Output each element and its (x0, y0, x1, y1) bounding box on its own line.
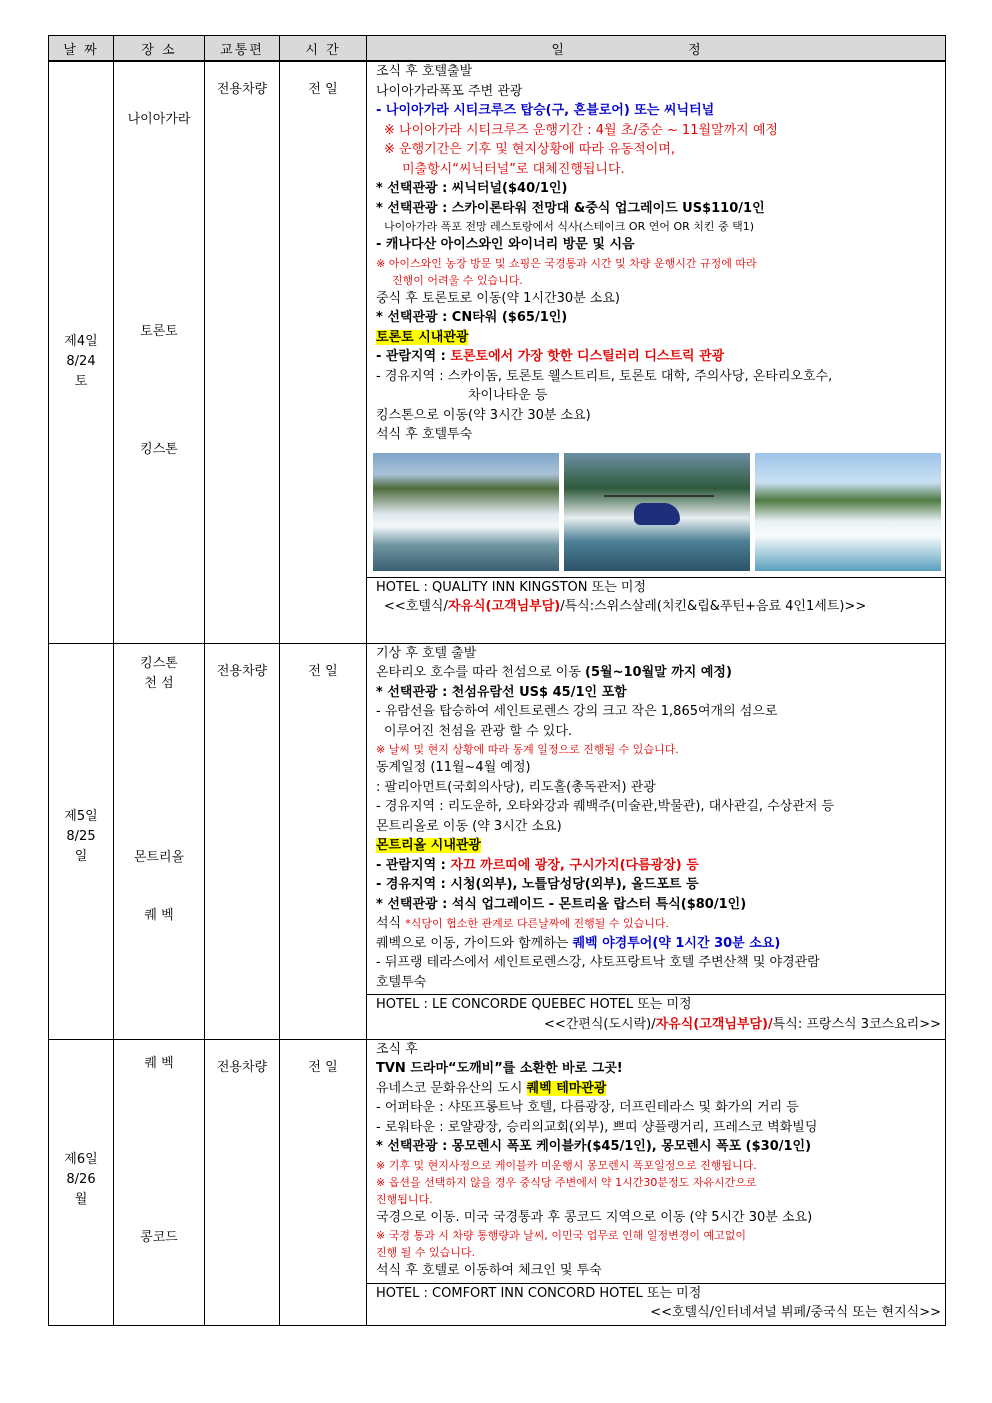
place-name: 천 섬 (144, 675, 174, 691)
schedule-cell (367, 643, 946, 1039)
hotel-name: HOTEL : QUALITY INN KINGSTON 또는 미정 (376, 579, 647, 595)
place-name: 나이아가라 (127, 112, 191, 127)
place-name: 킹스톤 (140, 442, 178, 457)
place-name: 몬트리올 (133, 849, 185, 865)
schedule-line: 킹스톤으로 이동(약 3시간 30분 소요) (376, 407, 591, 423)
schedule-line: - 캐나다산 아이스와인 와이너리 방문 및 시음 (376, 237, 635, 252)
section-title: 토론토 시내관광 (376, 329, 469, 345)
notice-line: ※ 운행기간은 기후 및 현지상황에 따라 유동적이며, (384, 142, 675, 157)
header-row (49, 36, 946, 62)
header-time: 시 간 (280, 36, 367, 62)
schedule-line: - 경유지역 : 스카이돔, 토론토 웰스트리트, 토론토 대학, 주의사당, 온타리오호수, (376, 368, 833, 384)
place-name: 퀘 벡 (144, 1055, 174, 1071)
option-line: * 선택관광 : CN타워 ($65/1인) (376, 310, 568, 325)
day-number: 제5일 (64, 808, 98, 824)
time-cell: 전 일 (280, 643, 367, 1039)
schedule-line: 호텔투숙 (376, 974, 427, 990)
schedule-line-label: - 관람지역 : (376, 857, 451, 873)
schedule-line: - 경유지역 : 리도운하, 오타와강과 퀘백주(미술관,박물관), 대사관길, 수상관저 등 (376, 799, 835, 814)
schedule-line-highlight: 토론토에서 가장 핫한 디스틸러리 디스트릭 관광 (450, 349, 725, 364)
notice-line: ※ 아이스와인 농장 방문 및 쇼핑은 국경통과 시간 및 차량 운행시간 규정에 따라 (376, 256, 757, 270)
place-name: 퀘 벡 (144, 907, 174, 923)
schedule-line: 동계일정 (11월~4월 예정) (376, 760, 531, 775)
day-number: 제6일 (64, 1151, 98, 1167)
header-date: 날 짜 (49, 36, 114, 62)
schedule-cell (367, 61, 946, 643)
schedule-line: - 나이아가라 시티크루즈 탑승(구, 혼블로어) 또는 씨닉터널 (376, 103, 715, 118)
day-weekday: 일 (74, 848, 88, 864)
schedule-line: 석식 후 호텔로 이동하여 체크인 및 투숙 (376, 1263, 602, 1278)
option-line: * 선택관광 : 몽모렌시 폭포 케이블카($45/1인), 몽모렌시 폭포 ($30/1인) (376, 1139, 812, 1154)
header-place: 장 소 (114, 36, 205, 62)
notice-line: ※ 기후 및 현지사정으로 케이블카 미운행시 몽모렌시 폭포일정으로 진행됩니다. (376, 1158, 757, 1172)
option-line: * 선택관광 : 천섬유람선 US$ 45/1인 포함 (376, 684, 627, 700)
place-cell (114, 643, 205, 1039)
day-cell (49, 1039, 114, 1325)
transport-cell: 전용차량 (205, 1039, 280, 1325)
transport-cell: 전용차량 (205, 61, 280, 643)
place-cell (114, 61, 205, 643)
schedule-line: - 로워타운 : 로얄광장, 승리의교회(외부), 쁘띠 샹플랭거리, 프레스코 벽화빌딩 (376, 1119, 818, 1135)
notice-line: ※ 날씨 및 현지 상황에 따라 동계 일정으로 진행될 수 있습니다. (376, 743, 679, 756)
itinerary-table (48, 35, 946, 1326)
section-title: 퀘벡 테마관광 (526, 1080, 607, 1096)
meal-info: <<호텔식/자유식(고객님부담)/특식:스위스살레(치킨&립&푸틴+음료 4인1세트)>> (384, 599, 867, 614)
transport-cell: 전용차량 (205, 643, 280, 1039)
schedule-line: - 경유지역 : 시청(외부), 노틀담성당(외부), 올드포트 등 (376, 877, 699, 892)
option-line: * 선택관광 : 석식 업그레이드 - 몬트리올 랍스터 특식($80/1인) (376, 896, 747, 912)
header-transport: 교통편 (205, 36, 280, 62)
hotel-name: HOTEL : LE CONCORDE QUEBEC HOTEL 또는 미정 (376, 997, 692, 1012)
day-row (49, 1039, 946, 1325)
notice-line: ※ 나이아가라 시티크루즈 운행기간 : 4월 초/중순 ~ 11월말까지 예정 (384, 122, 778, 138)
notice-line: ※ 국경 통과 시 차량 통행량과 날씨, 이민국 업무로 인해 일정변경이 예고없이 (376, 1229, 746, 1242)
day-row (49, 61, 946, 643)
section-title: 몬트리올 시내관광 (376, 838, 481, 853)
notice-line: 미출항시“씨닉터널”로 대체진행됩니다. (402, 161, 625, 177)
photo-strip (367, 445, 945, 577)
notice-line: ※ 옵션을 선택하지 않을 경우 중식당 주변에서 약 1시간30분정도 자유시간으로 (376, 1175, 757, 1189)
schedule-line: 이루어진 천섬을 관광 할 수 있다. (384, 723, 573, 739)
notice-line: *식당이 협소한 관계로 다른날짜에 진행될 수 있습니다. (405, 917, 669, 930)
schedule-line-highlight: 퀘벡 야경투어(약 1시간 30분 소요) (572, 935, 781, 951)
schedule-line: 조식 후 (376, 1041, 418, 1057)
schedule-line: 국경으로 이동. 미국 국경통과 후 콩코드 지역으로 이동 (약 5시간 30분 소요) (376, 1209, 813, 1225)
schedule-cell (367, 1039, 946, 1325)
day-weekday: 토 (74, 374, 88, 389)
day-row (49, 643, 946, 1039)
time-cell: 전 일 (280, 1039, 367, 1325)
day-weekday: 월 (74, 1191, 88, 1207)
schedule-line: 나이아가라폭포 주변 관광 (376, 83, 523, 99)
notice-line: 진행됩니다. (376, 1192, 433, 1206)
schedule-line: 차이나타운 등 (468, 388, 548, 403)
meal-info: <<호텔식/인터네셔널 뷔페/중국식 또는 현지식>> (650, 1305, 941, 1320)
schedule-line: 기상 후 호텔 출발 (376, 645, 477, 661)
schedule-line: - 유람선을 탑승하여 세인트로렌스 강의 크고 작은 1,865여개의 섬으로 (376, 704, 778, 719)
option-line: * 선택관광 : 스카이론타워 전망대 &중식 업그레이드 US$110/1인 (376, 200, 765, 216)
schedule-line: 온타리오 호수를 따라 천섬으로 이동 (376, 665, 586, 680)
place-name: 킹스톤 (140, 655, 178, 671)
american-falls-photo (755, 453, 941, 571)
schedule-line: 유네스코 문화유산의 도시 (376, 1080, 527, 1096)
schedule-line: 중식 후 토론토로 이동(약 1시간30분 소요) (376, 290, 620, 306)
schedule-line: 석식 (376, 916, 406, 931)
day-date: 8/25 (66, 828, 96, 844)
notice-line: 진행이 어려울 수 있습니다. (392, 273, 523, 287)
day-cell (49, 643, 114, 1039)
schedule-line: TVN 드라마“도깨비”를 소환한 바로 그곳! (376, 1061, 623, 1076)
schedule-line: 조식 후 호텔출발 (376, 64, 473, 79)
meal-info: <<간편식(도시락)/자유식(고객님부담)/특식: 프랑스식 3코스요리>> (543, 1016, 941, 1032)
header-schedule: 일 정 (367, 36, 946, 62)
schedule-line: 나이아가라 폭포 전망 레스토랑에서 식사(스테이크 OR 연어 OR 치킨 중 택1) (384, 220, 755, 233)
schedule-line-label: - 관람지역 : (376, 349, 451, 364)
day-number: 제4일 (64, 334, 98, 349)
schedule-line: 석식 후 호텔투숙 (376, 427, 473, 442)
place-name: 콩코드 (140, 1229, 178, 1245)
hotel-name: HOTEL : COMFORT INN CONCORD HOTEL 또는 미정 (376, 1285, 702, 1301)
schedule-line: - 어퍼타운 : 샤또프롱트낙 호텔, 다름광장, 더프린테라스 및 화가의 거리 등 (376, 1100, 799, 1115)
helicopter-icon (634, 503, 680, 525)
day-date: 8/24 (66, 354, 96, 369)
schedule-line: - 뒤프랭 테라스에서 세인트로렌스강, 샤토프랑트낙 호텔 주변산책 및 야경관람 (376, 955, 820, 970)
notice-line: 진행 될 수 있습니다. (376, 1246, 475, 1259)
niagara-horseshoe-falls-photo (373, 453, 559, 571)
option-line: * 선택관광 : 씨닉터널($40/1인) (376, 181, 568, 196)
niagara-helicopter-photo (564, 453, 750, 571)
day-date: 8/26 (66, 1171, 96, 1187)
place-cell (114, 1039, 205, 1325)
schedule-line: 몬트리올로 이동 (약 3시간 소요) (376, 818, 562, 834)
time-cell: 전 일 (280, 61, 367, 643)
schedule-line: 퀘벡으로 이동, 가이드와 함께하는 (376, 935, 573, 951)
schedule-line: : 팔리아먼트(국회의사당), 리도홀(총독관저) 관광 (376, 779, 656, 795)
place-name: 토론토 (140, 324, 178, 339)
day-cell (49, 61, 114, 643)
schedule-line-note: (5월~10월말 까지 예정) (585, 665, 732, 680)
schedule-line-highlight: 자끄 까르띠에 광장, 구시가지(다름광장) 등 (450, 857, 699, 873)
